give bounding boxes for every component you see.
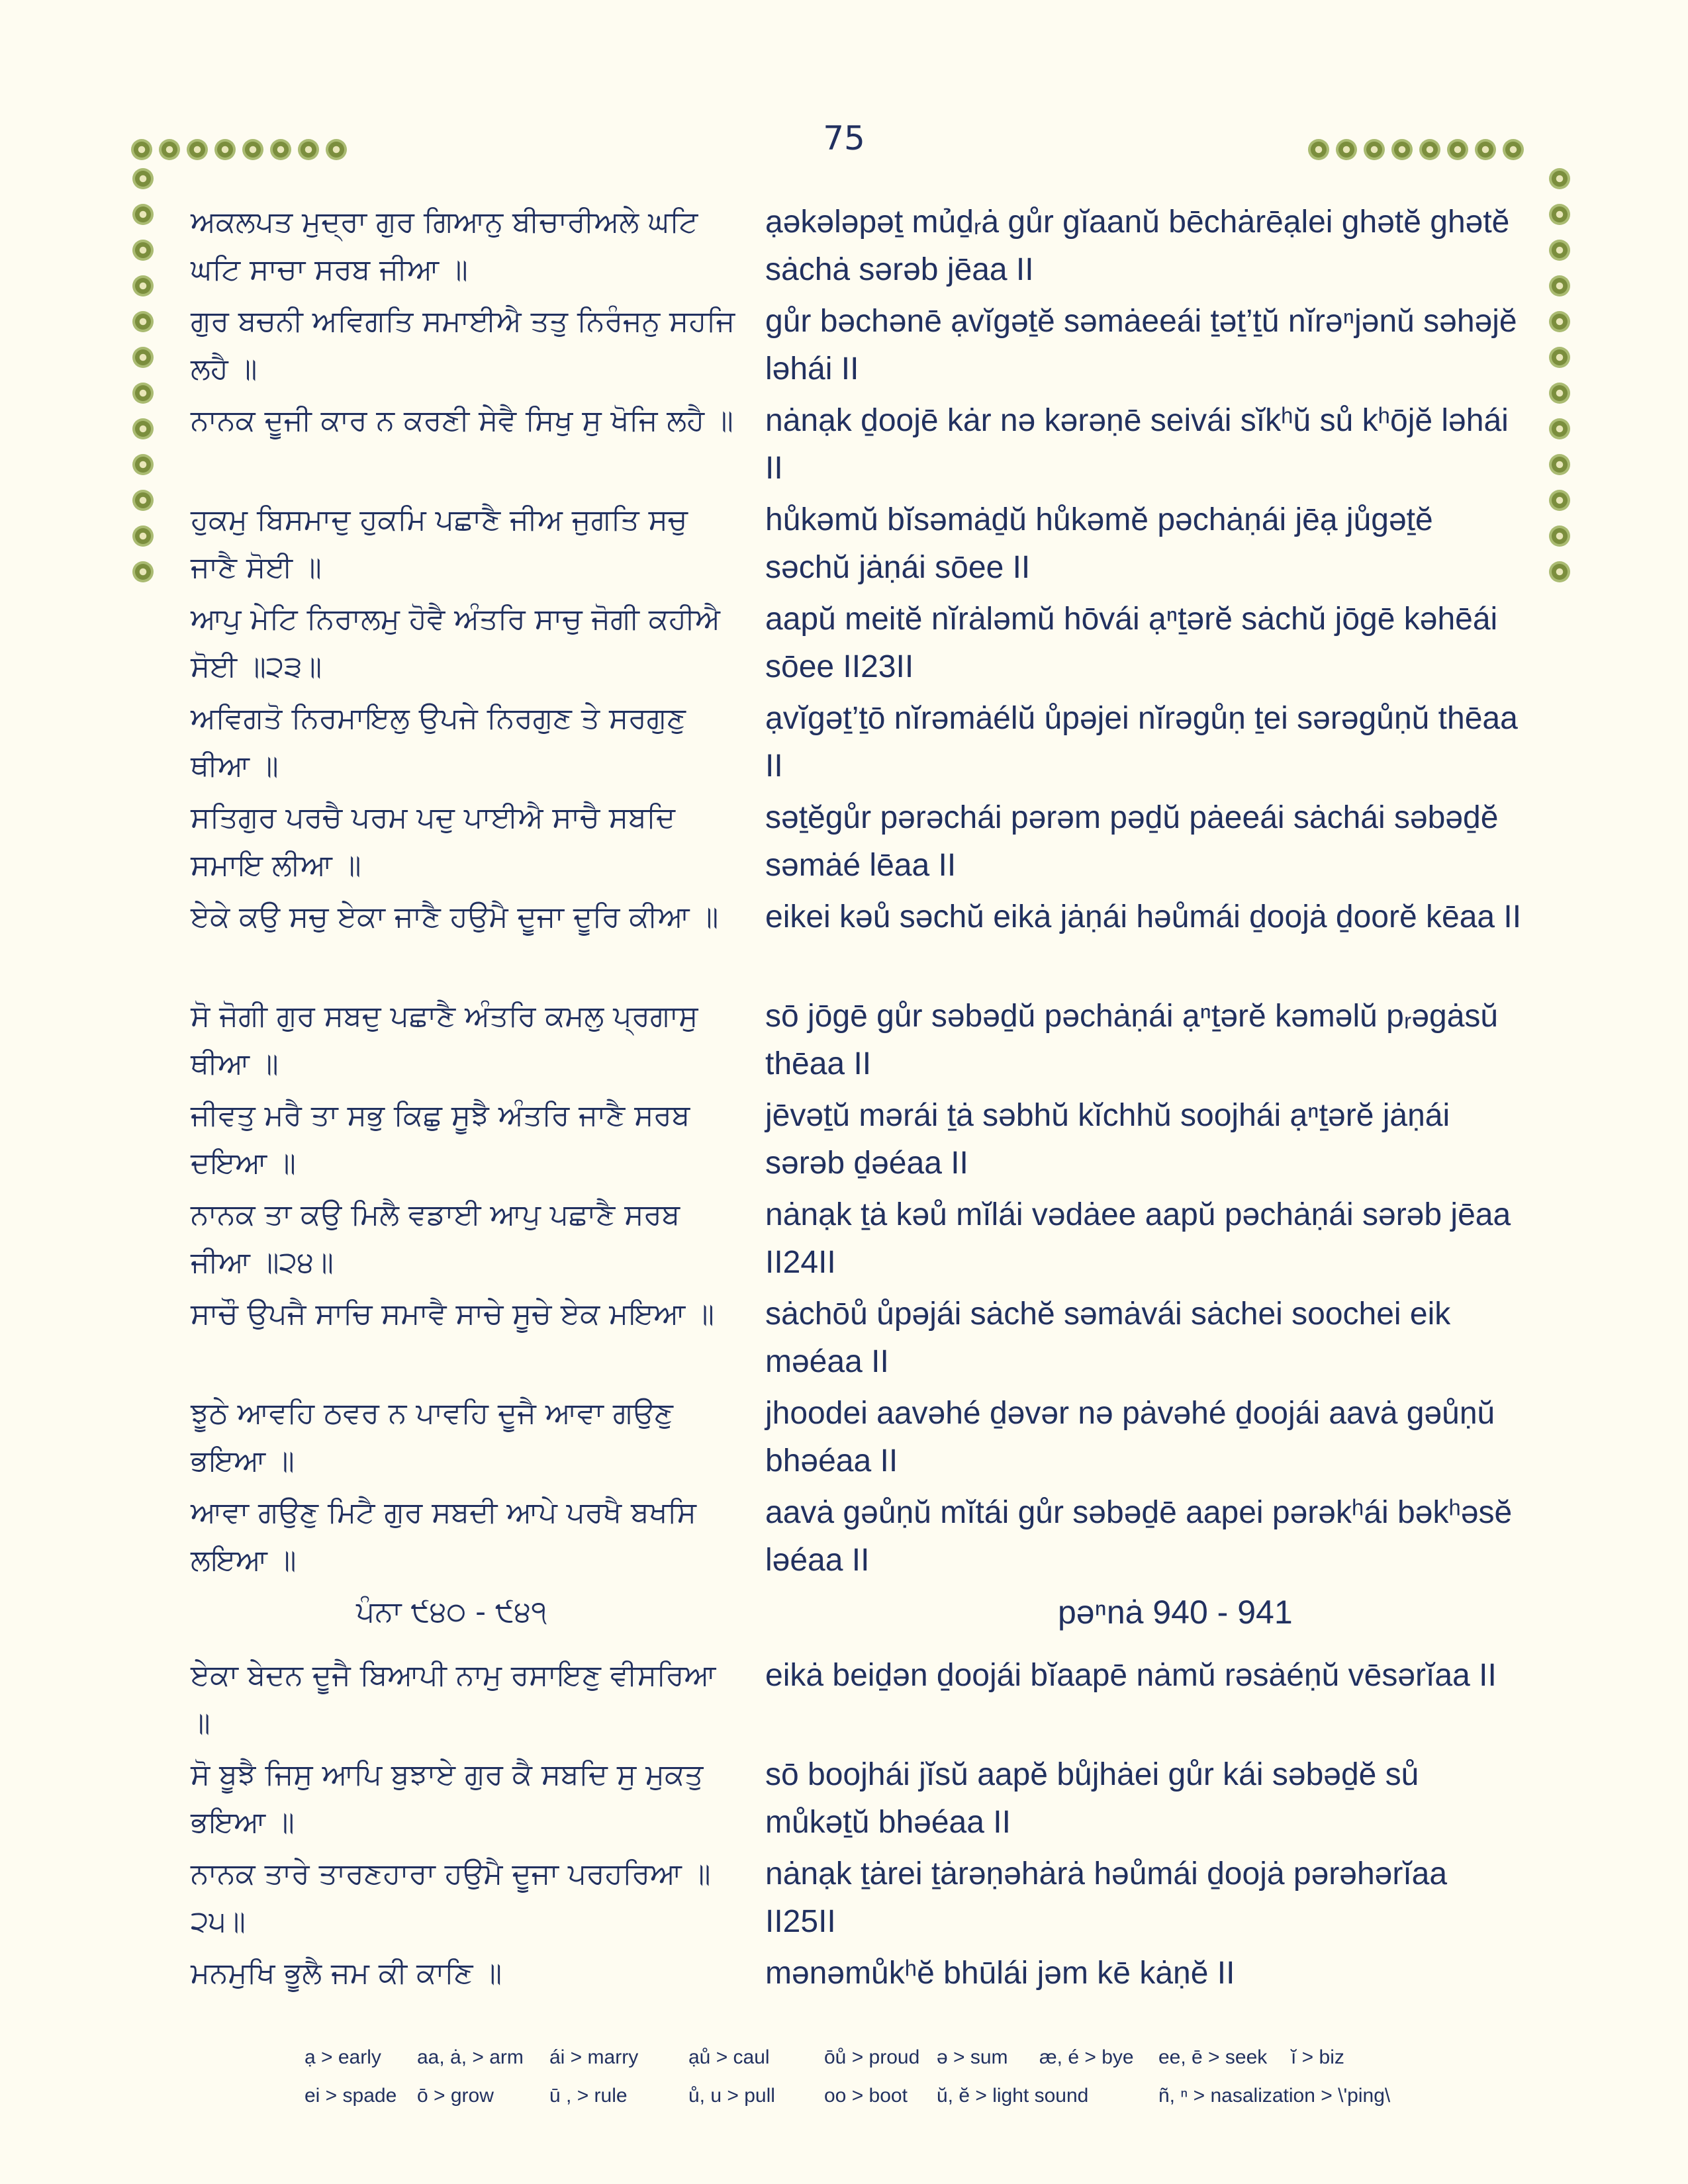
- verse-row: [191, 1489, 1521, 1588]
- flower-icon: [1308, 139, 1329, 160]
- verse-row: [191, 1291, 1521, 1390]
- verse-row: [191, 1850, 1521, 1950]
- flower-icon: [132, 454, 154, 475]
- flower-border-left: [132, 168, 154, 582]
- legend-item: ō > grow: [417, 2085, 494, 2107]
- flower-icon: [1549, 347, 1570, 368]
- verse-gurmukhi: ਸਤਿਗੁਰ ਪਰਚੈ ਪਰਮ ਪਦੁ ਪਾਈਐ ਸਾਚੈ ਸਬਦਿ ਸਮਾਇ ਲੀਆ ॥: [191, 801, 675, 882]
- legend-item: ạů > caul: [688, 2046, 770, 2068]
- legend-item: ei > spade: [305, 2085, 397, 2107]
- legend-item: ái > marry: [549, 2046, 639, 2068]
- flower-icon: [214, 139, 236, 160]
- flower-icon: [326, 139, 347, 160]
- flower-icon: [1549, 418, 1570, 439]
- verse-transliteration: sȧchōů ůpəjái sȧchĕ səmȧvái sȧchei soochei eik məéaa II: [765, 1297, 1451, 1379]
- verse-transliteration: jhoodei aavəhé ḏəvər nə pȧvəhé ḏoojái aavȧ gəůṇŭ bhəéaa II: [765, 1396, 1495, 1479]
- flower-icon: [132, 525, 154, 547]
- flower-icon: [1475, 139, 1496, 160]
- legend-item: ee, ē > seek: [1158, 2046, 1268, 2068]
- verse-transliteration: hůkəmŭ bĭsəmȧḏŭ hůkəmĕ pəchȧṇái jēạ jůgəṯĕ səchŭ jȧṇái sōee II: [765, 502, 1433, 585]
- flower-icon: [132, 383, 154, 404]
- verse-gurmukhi: ਨਾਨਕ ਦੂਜੀ ਕਾਰ ਨ ਕਰਣੀ ਸੇਵੈ ਸਿਖੁ ਸੁ ਖੋਜਿ ਲਹੈ ॥: [191, 404, 733, 437]
- verse-gurmukhi: ਆਵਾ ਗਉਣੁ ਮਿਟੈ ਗੁਰ ਸਬਦੀ ਆਪੇ ਪਰਖੈ ਬਖਸਿ ਲਇਆ ॥: [191, 1496, 696, 1577]
- verse-transliteration: gůr bəchənē ạvĭgəṯĕ səmȧeeái ṯəṯ’ṯŭ nĭrəⁿjənŭ səhəjĕ ləhái II: [765, 304, 1517, 387]
- flower-icon: [1549, 561, 1570, 582]
- verse-gurmukhi: ਮਨਮੁਖਿ ਭੂਲੈ ਜਮ ਕੀ ਕਾਣਿ ॥: [191, 1956, 502, 1990]
- verse-row: [191, 199, 1521, 298]
- flower-icon: [159, 139, 180, 160]
- flower-icon: [1549, 525, 1570, 547]
- flower-icon: [1549, 204, 1570, 225]
- verse-gurmukhi: ਆਪੁ ਮੇਟਿ ਨਿਰਾਲਮੁ ਹੋਵੈ ਅੰਤਰਿ ਸਾਚੁ ਜੋਗੀ ਕਹੀਐ ਸੋਈ ॥੨੩॥: [191, 602, 720, 684]
- flower-icon: [1549, 311, 1570, 332]
- flower-icon: [187, 139, 208, 160]
- verse-row: [191, 695, 1521, 794]
- verse-transliteration: aapŭ meitĕ nĭrȧləmŭ hōvái ạⁿṯərĕ sȧchŭ jōgē kəhēái sōee II23II: [765, 602, 1498, 684]
- flower-border-right: [1549, 168, 1570, 582]
- legend-item: ōů > proud: [824, 2046, 920, 2068]
- legend-item: ů, u > pull: [688, 2085, 775, 2107]
- section-heading-transliteration: pəⁿnȧ 940 - 941: [1058, 1594, 1293, 1631]
- verse-row: [191, 1390, 1521, 1489]
- verse-gurmukhi: ਸਾਚੌ ਉਪਜੈ ਸਾਚਿ ਸਮਾਵੈ ਸਾਚੇ ਸੂਚੇ ਏਕ ਮਇਆ ॥: [191, 1297, 714, 1331]
- verse-transliteration: jēvəṯŭ mərái ṯȧ səbhŭ kĭchhŭ soojhái ạⁿṯərĕ jȧṇái sərəb ḏəéaa II: [765, 1098, 1450, 1181]
- verse-transliteration: nȧnạk ṯȧrei ṯȧrəṇəhȧrȧ həůmái ḏoojȧ pərəhərĭaa II25II: [765, 1856, 1448, 1939]
- verse-transliteration: nȧnạk ṯȧ kəů mĭlái vədȧee aapŭ pəchȧṇái sərəb jēaa II24II: [765, 1197, 1511, 1280]
- flower-icon: [132, 204, 154, 225]
- verse-gurmukhi: ਝੂਠੇ ਆਵਹਿ ਠਵਰ ਨ ਪਾਵਹਿ ਦੂਜੈ ਆਵਾ ਗਉਣੁ ਭਇਆ ॥: [191, 1396, 673, 1478]
- verse-row: [191, 1950, 1521, 2049]
- verse-gurmukhi: ਅਵਿਗਤੋ ਨਿਰਮਾਇਲੁ ਉਪਜੇ ਨਿਰਗੁਣ ਤੇ ਸਰਗੁਣੁ ਥੀਆ ॥: [191, 702, 686, 783]
- flower-icon: [132, 490, 154, 511]
- flower-icon: [1549, 275, 1570, 296]
- flower-icon: [1447, 139, 1468, 160]
- legend-item: ū , > rule: [549, 2085, 628, 2107]
- verse-transliteration: sō boojhái jĭsŭ aapĕ bůjhȧei gůr kái səbəḏĕ sů můkəṯŭ bhəéaa II: [765, 1757, 1419, 1840]
- flower-icon: [1364, 139, 1385, 160]
- flower-icon: [1549, 454, 1570, 475]
- verse-gurmukhi: ਨਾਨਕ ਤਾਰੇ ਤਾਰਣਹਾਰਾ ਹਉਮੈ ਦੂਜਾ ਪਰਹਰਿਆ ॥੨੫॥: [191, 1857, 711, 1938]
- flower-icon: [1549, 240, 1570, 261]
- verse-row: [191, 298, 1521, 397]
- section-heading-gurmukhi: ਪੰਨਾ ੯੪੦ - ੯੪੧: [356, 1595, 547, 1629]
- verse-row: [191, 397, 1521, 496]
- flower-icon: [1549, 168, 1570, 189]
- flower-icon: [1549, 383, 1570, 404]
- flower-icon: [132, 168, 154, 189]
- flower-border-top-left: [131, 139, 347, 160]
- verse-gurmukhi: ਸੋ ਬੂਝੈ ਜਿਸੁ ਆਪਿ ਬੁਝਾਏ ਗੁਰ ਕੈ ਸਬਦਿ ਸੁ ਮੁਕਤੁ ਭਇਆ ॥: [191, 1758, 704, 1839]
- pronunciation-legend: [305, 2038, 1496, 2115]
- verse-gurmukhi: ਏਕਾ ਬੇਦਨ ਦੂਜੈ ਬਿਆਪੀ ਨਾਮੁ ਰਸਾਇਣੁ ਵੀਸਰਿਆ ॥: [191, 1659, 716, 1740]
- legend-item: ə > sum: [937, 2046, 1008, 2068]
- verse-gurmukhi: ਗੁਰ ਬਚਨੀ ਅਵਿਗਤਿ ਸਮਾਈਐ ਤਤੁ ਨਿਰੰਜਨੁ ਸਹਜਿ ਲਹੈ ॥: [191, 304, 735, 386]
- flower-icon: [270, 139, 291, 160]
- verse-gurmukhi: ਹੁਕਮੁ ਬਿਸਮਾਦੁ ਹੁਕਮਿ ਪਛਾਣੈ ਜੀਅ ਜੁਗਤਿ ਸਚੁ ਜਾਣੈ ਸੋਈ ॥: [191, 503, 688, 584]
- legend-item: ĭ > biz: [1291, 2046, 1344, 2068]
- verse-row: [191, 596, 1521, 695]
- verse-gurmukhi: ਸੋ ਜੋਗੀ ਗੁਰ ਸਬਦੁ ਪਛਾਣੈ ਅੰਤਰਿ ਕਮਲੁ ਪ੍ਰਗਾਸੁ ਥੀਆ ॥: [191, 999, 698, 1081]
- verse-transliteration: aavȧ gəůṇŭ mĭtái gůr səbəḏē aapei pərəkʰái bəkʰəsĕ ləéaa II: [765, 1495, 1513, 1578]
- flower-icon: [132, 347, 154, 368]
- flower-icon: [132, 311, 154, 332]
- verse-row: [191, 794, 1521, 893]
- verse-transliteration: ạvĭgəṯ’ṯō nĭrəmȧélŭ ůpəjei nĭrəgůṇ ṯei sərəgůṇŭ thēaa II: [765, 701, 1518, 784]
- flower-icon: [1336, 139, 1357, 160]
- flower-icon: [132, 275, 154, 296]
- flower-icon: [1419, 139, 1440, 160]
- flower-icon: [242, 139, 263, 160]
- flower-icon: [132, 561, 154, 582]
- legend-item: oo > boot: [824, 2085, 908, 2107]
- flower-icon: [132, 418, 154, 439]
- verse-transliteration: eikȧ beiḏən ḏoojái bĭaapē nȧmŭ rəsȧéṇŭ vēsərĭaa II: [765, 1658, 1497, 1693]
- flower-icon: [298, 139, 319, 160]
- section-heading: [191, 1588, 1521, 1652]
- verse-list: [191, 199, 1521, 2049]
- verse-gurmukhi: ਏਕੇ ਕਉ ਸਚੁ ਏਕਾ ਜਾਣੈ ਹਉਮੈ ਦੂਜਾ ਦੂਰਿ ਕੀਆ ॥: [191, 900, 719, 934]
- legend-item: ñ, ⁿ > nasalization > \'ping\: [1158, 2085, 1391, 2107]
- legend-item: aa, ȧ, > arm: [417, 2046, 524, 2068]
- flower-icon: [132, 240, 154, 261]
- legend-item: ŭ, ĕ > light sound: [937, 2085, 1089, 2107]
- flower-icon: [1549, 490, 1570, 511]
- verse-gurmukhi: ਅਕਲਪਤ ਮੁਦ੍ਰਾ ਗੁਰ ਗਿਆਨੁ ਬੀਚਾਰੀਅਲੇ ਘਟਿ ਘਟਿ ਸਾਚਾ ਸਰਬ ਜੀਆ ॥: [191, 205, 698, 287]
- flower-icon: [1391, 139, 1413, 160]
- legend-line: [305, 2077, 1496, 2115]
- page-number: 75: [823, 119, 865, 158]
- verse-gurmukhi: ਜੀਵਤੁ ਮਰੈ ਤਾ ਸਭੁ ਕਿਛੁ ਸੂਝੈ ਅੰਤਰਿ ਜਾਣੈ ਸਰਬ ਦਇਆ ॥: [191, 1099, 690, 1180]
- verse-transliteration: mənəmůkʰĕ bhūlái jəm kē kȧṇĕ II: [765, 1956, 1235, 1991]
- legend-item: ạ > early: [305, 2046, 381, 2068]
- verse-row: [191, 1092, 1521, 1191]
- verse-transliteration: eikei kəů səchŭ eikȧ jȧṇái həůmái ḏoojȧ ḏoorĕ kēaa II: [765, 899, 1522, 934]
- legend-item: æ, é > bye: [1039, 2046, 1134, 2068]
- verse-row: [191, 1751, 1521, 1850]
- flower-border-top-right: [1308, 139, 1524, 160]
- verse-transliteration: ạəkələpəṯ mủḏᵣȧ gůr gĭaanŭ bēchȧrēạlei ghətĕ ghətĕ sȧchȧ sərəb jēaa II: [765, 205, 1510, 287]
- legend-line: [305, 2038, 1496, 2077]
- verse-row: [191, 893, 1521, 993]
- verse-row: [191, 1652, 1521, 1751]
- verse-transliteration: nȧnạk ḏoojē kȧr nə kərəṇē seivái sĭkʰŭ sů kʰōjĕ ləhái II: [765, 403, 1509, 486]
- flower-icon: [131, 139, 152, 160]
- verse-transliteration: səṯĕgůr pərəchái pərəm pəḏŭ pȧeeái sȧchái səbəḏĕ səmȧé lēaa II: [765, 800, 1499, 883]
- flower-icon: [1503, 139, 1524, 160]
- verse-row: [191, 496, 1521, 596]
- verse-transliteration: sō jōgē gůr səbəḏŭ pəchȧṇái ạⁿṯərĕ kəməlŭ pᵣəgȧsŭ thēaa II: [765, 999, 1499, 1081]
- verse-row: [191, 1191, 1521, 1291]
- verse-row: [191, 993, 1521, 1092]
- verse-gurmukhi: ਨਾਨਕ ਤਾ ਕਉ ਮਿਲੈ ਵਡਾਈ ਆਪੁ ਪਛਾਣੈ ਸਰਬ ਜੀਆ ॥੨੪॥: [191, 1198, 680, 1279]
